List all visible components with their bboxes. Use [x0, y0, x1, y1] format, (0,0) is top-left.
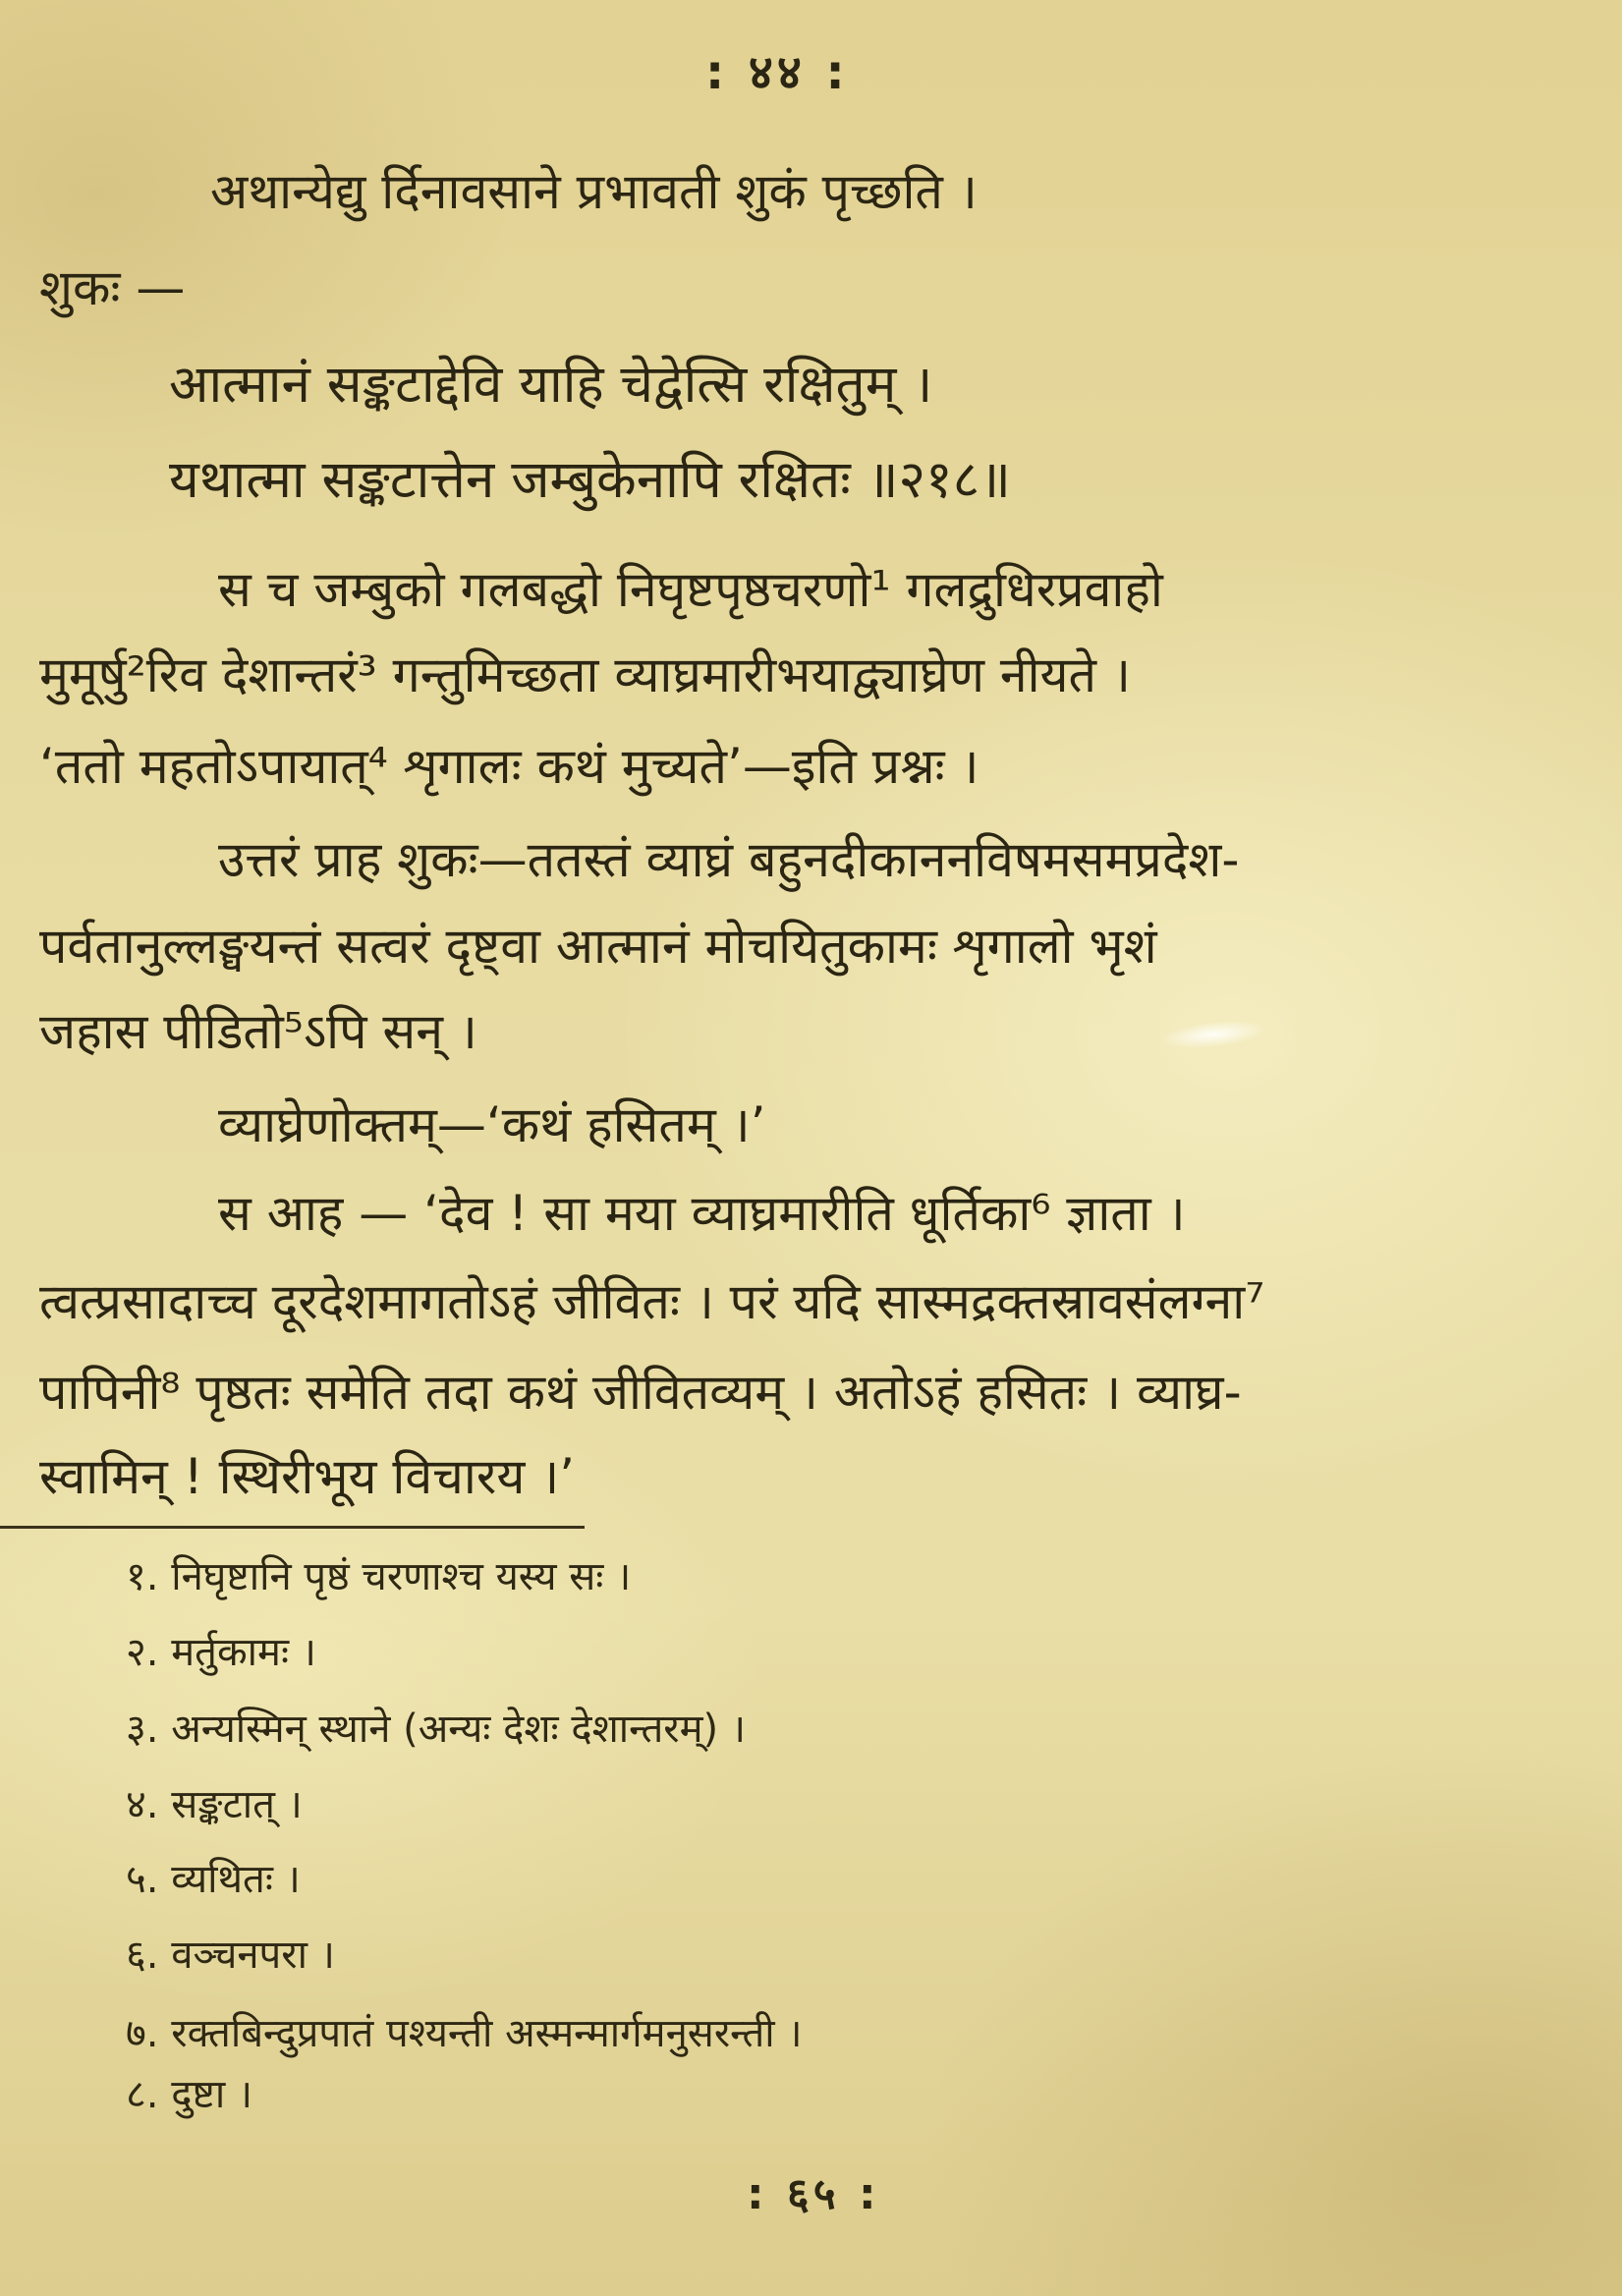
footnote-2: २. मर्तुकामः ।: [126, 1630, 316, 1675]
footnote-divider: [0, 1526, 585, 1529]
para4-line-1: स आह — ‘देव ! सा मया व्याघ्रमारीति धूर्तिका⁶ ज्ञाता ।: [218, 1185, 1186, 1242]
speaker-label: शुकः —: [39, 259, 186, 316]
para3-line: व्याघ्रेणोक्तम्—‘कथं हसितम् ।’: [218, 1096, 766, 1153]
page-number-top: : ४४ :: [705, 45, 849, 100]
para4-line-2: त्वत्प्रसादाच्च दूरदेशमागतोऽहं जीवितः । परं यदि सास्मद्रक्तस्रावसंलग्ना⁷: [39, 1273, 1265, 1330]
footnote-4: ४. सङ्कटात् ।: [126, 1782, 303, 1827]
para4-line-4: स्वामिन् ! स्थिरीभूय विचारय ।’: [39, 1448, 576, 1505]
para1-line-3: ‘ततो महतोऽपायात्⁴ शृगालः कथं मुच्यते’—इति प्रश्नः ।: [39, 738, 979, 795]
page-number-bottom: : ६५ :: [747, 2169, 880, 2219]
footnote-5: ५. व्यथितः ।: [126, 1857, 301, 1902]
footnote-3: ३. अन्यस्मिन् स्थाने (अन्यः देशः देशान्तरम्) ।: [126, 1707, 747, 1752]
verse-line-1: आत्मानं सङ्कटाद्देवि याहि चेद्वेत्सि रक्षितुम् ।: [169, 355, 933, 415]
para4-line-3: पापिनी⁸ पृष्ठतः समेति तदा कथं जीवितव्यम् । अतोऽहं हसितः । व्याघ्र-: [39, 1364, 1242, 1421]
footnote-8: ८. दुष्टा ।: [126, 2072, 253, 2117]
footnote-7: ७. रक्तबिन्दुप्रपातं पश्यन्ती अस्मन्मार्गमनुसरन्ती ।: [126, 2011, 803, 2056]
light-glare: [1158, 1016, 1268, 1052]
verse-line-2: यथात्मा सङ्कटात्तेन जम्बुकेनापि रक्षितः ॥२१८॥: [169, 450, 1011, 510]
para1-line-1: स च जम्बुको गलबद्धो निघृष्टपृष्ठचरणो¹ गलद्रुधिरप्रवाहो: [218, 561, 1163, 618]
para2-line-1: उत्तरं प्राह शुकः—ततस्तं व्याघ्रं बहुनदीकाननविषमसमप्रदेश-: [218, 831, 1240, 888]
intro-line: अथान्येद्यु र्दिनावसाने प्रभावती शुकं पृच्छति ।: [210, 163, 978, 220]
footnote-1: १. निघृष्टानि पृष्ठं चरणाश्च यस्य सः ।: [126, 1554, 632, 1599]
para2-line-2: पर्वतानुल्लङ्घयन्तं सत्वरं दृष्ट्वा आत्मानं मोचयितुकामः शृगालो भृशं: [39, 918, 1157, 975]
para1-line-2: मुमूर्षु²रिव देशान्तरं³ गन्तुमिच्छता व्याघ्रमारीभयाद्व्याघ्रेण नीयते ।: [39, 646, 1131, 703]
para2-line-3: जहास पीडितो⁵ऽपि सन् ।: [39, 1003, 477, 1060]
footnote-6: ६. वञ्चनपरा ।: [126, 1932, 335, 1978]
